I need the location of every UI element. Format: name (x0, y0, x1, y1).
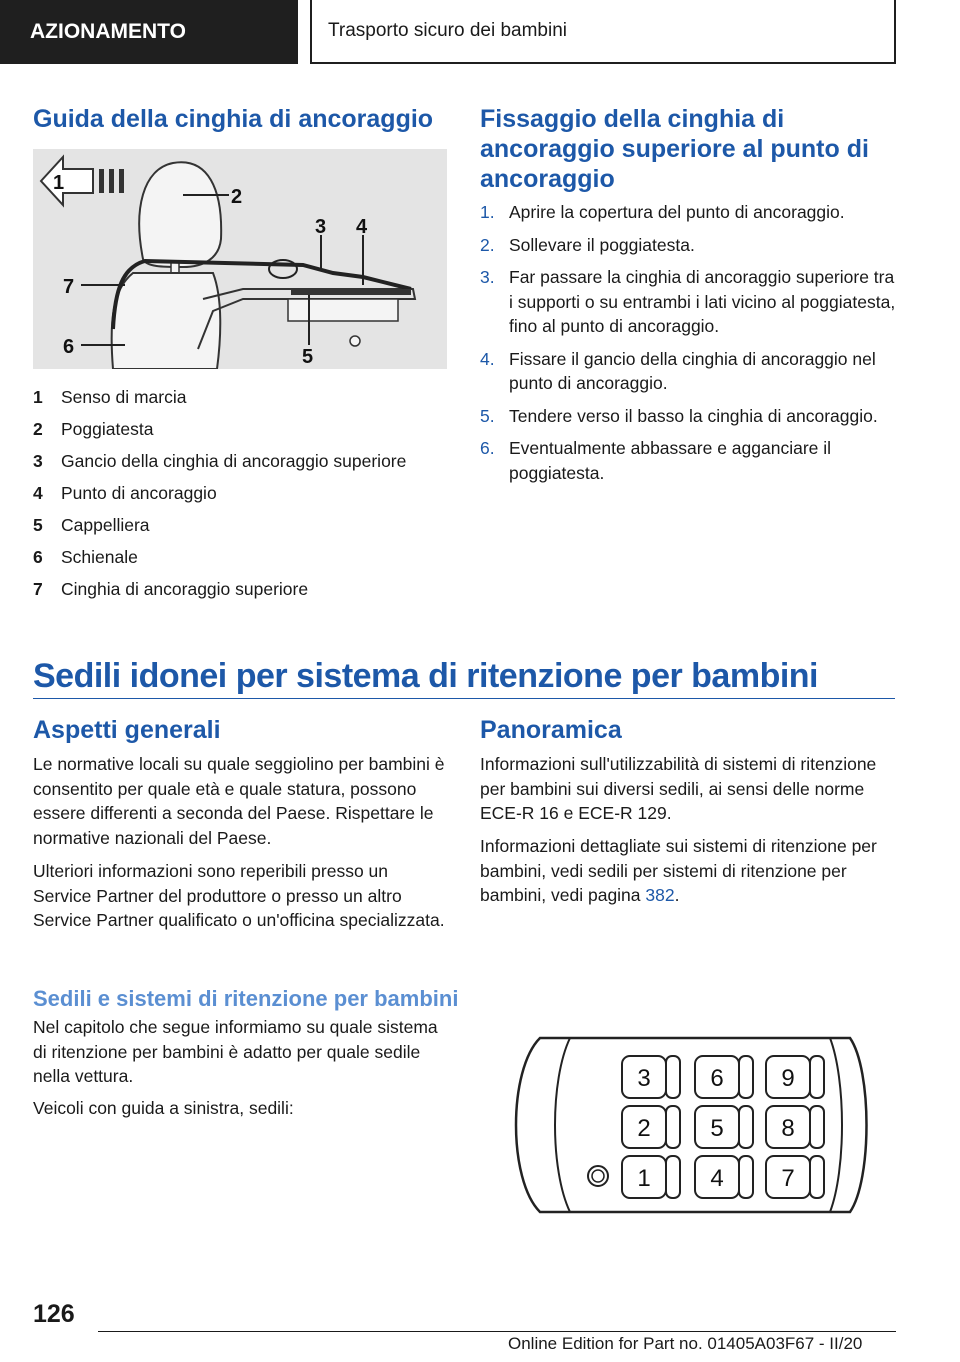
legend-item: 1 Senso di marcia (33, 387, 187, 407)
seat-number: 2 (637, 1115, 651, 1142)
fixing-title: Fissaggio della cinghia di ancoraggio superiore al punto di ancoraggio (480, 105, 869, 193)
restraint-paragraph-2: Veicoli con guida a sinistra, sedili: (33, 1098, 294, 1118)
guide-title: Guida della cinghia di ancoraggio (33, 105, 434, 133)
section-tab: AZIONAMENTO (0, 0, 298, 64)
legend-item: 2 Poggiatesta (33, 419, 154, 439)
seat-layout-diagram (500, 1030, 880, 1220)
edition-note: Online Edition for Part no. 01405A03F67 - II/20 (508, 1334, 863, 1353)
legend-item: 4 Punto di ancoraggio (33, 483, 217, 503)
step-item: 3. Far passare la cinghia di ancoraggio superiore tra i supporti o su entrambi i lati vicino al poggiatesta, fino al punto di ancoraggio. (480, 267, 896, 336)
legend-item: 3 Gancio della cinghia di ancoraggio superiore (33, 451, 407, 471)
step-item: 4. Fissare il gancio della cinghia di ancoraggio nel punto di ancoraggio. (480, 348, 876, 393)
figure-label: 3 (315, 216, 327, 238)
seat-number: 7 (781, 1165, 795, 1192)
general-paragraph-1: Le normative locali su quale seggiolino per bambini è consentito per quale età e quale statura, possono essere differenti a seconda del Paese. Rispettare le normative nazionali del Paese. (33, 754, 445, 848)
chapter-title: Trasporto sicuro dei bambini (310, 0, 896, 64)
page-number: 126 (33, 1300, 75, 1328)
step-item: 5. Tendere verso il basso la cinghia di ancoraggio. (480, 405, 878, 426)
page-link[interactable]: 382 (645, 885, 675, 905)
footer-rule (98, 1331, 896, 1332)
step-item: 1. Aprire la copertura del punto di ancoraggio. (480, 202, 845, 222)
general-paragraph-2: Ulteriori informazioni sono reperibili presso un Service Partner del produttore o presso un altro Service Partner qualificato o un'officina specializzata. (33, 861, 445, 930)
seat-number: 4 (710, 1165, 724, 1192)
step-item: 2. Sollevare il poggiatesta. (480, 234, 695, 255)
restraint-paragraph-1: Nel capitolo che segue informiamo su quale sistema di ritenzione per bambini è adatto per quale sedile nella vettura. (33, 1017, 438, 1086)
section-title: Sedili idonei per sistema di ritenzione per bambini (33, 657, 819, 695)
step-item: 6. Eventualmente abbassare e agganciare il poggiatesta. (480, 438, 832, 483)
overview-paragraph-1: Informazioni sull'utilizzabilità di sistemi di ritenzione per bambini sui diversi sedili, ai sensi delle norme ECE-R 16 e ECE-R 129. (480, 754, 877, 823)
general-title: Aspetti generali (33, 716, 221, 744)
fixing-steps (480, 200, 900, 493)
figure-label: 2 (231, 186, 243, 208)
anchor-belt-figure (33, 149, 447, 369)
overview-paragraph-2: Informazioni dettagliate sui sistemi di ritenzione per bambini, vedi sedili per sistemi di ritenzione per bambini, vedi pagina 382. (480, 836, 877, 905)
legend-item: 6 Schienale (33, 547, 138, 567)
seat-number: 8 (781, 1115, 795, 1142)
figure-label: 7 (63, 276, 75, 298)
figure-label: 1 (53, 172, 65, 194)
legend-item: 7 Cinghia di ancoraggio superiore (33, 579, 309, 599)
seat-number: 3 (637, 1065, 651, 1092)
figure-legend (33, 381, 453, 605)
legend-item: 5 Cappelliera (33, 515, 150, 535)
seat-number: 9 (781, 1065, 795, 1092)
seat-number: 5 (710, 1115, 724, 1142)
seat-number: 6 (710, 1065, 724, 1092)
figure-label: 5 (302, 346, 314, 368)
figure-label: 4 (356, 216, 368, 238)
overview-title: Panoramica (480, 716, 622, 744)
restraint-title: Sedili e sistemi di ritenzione per bambini (33, 986, 459, 1011)
seat-number: 1 (637, 1165, 651, 1192)
section-rule (33, 698, 895, 699)
figure-label: 6 (63, 336, 75, 358)
